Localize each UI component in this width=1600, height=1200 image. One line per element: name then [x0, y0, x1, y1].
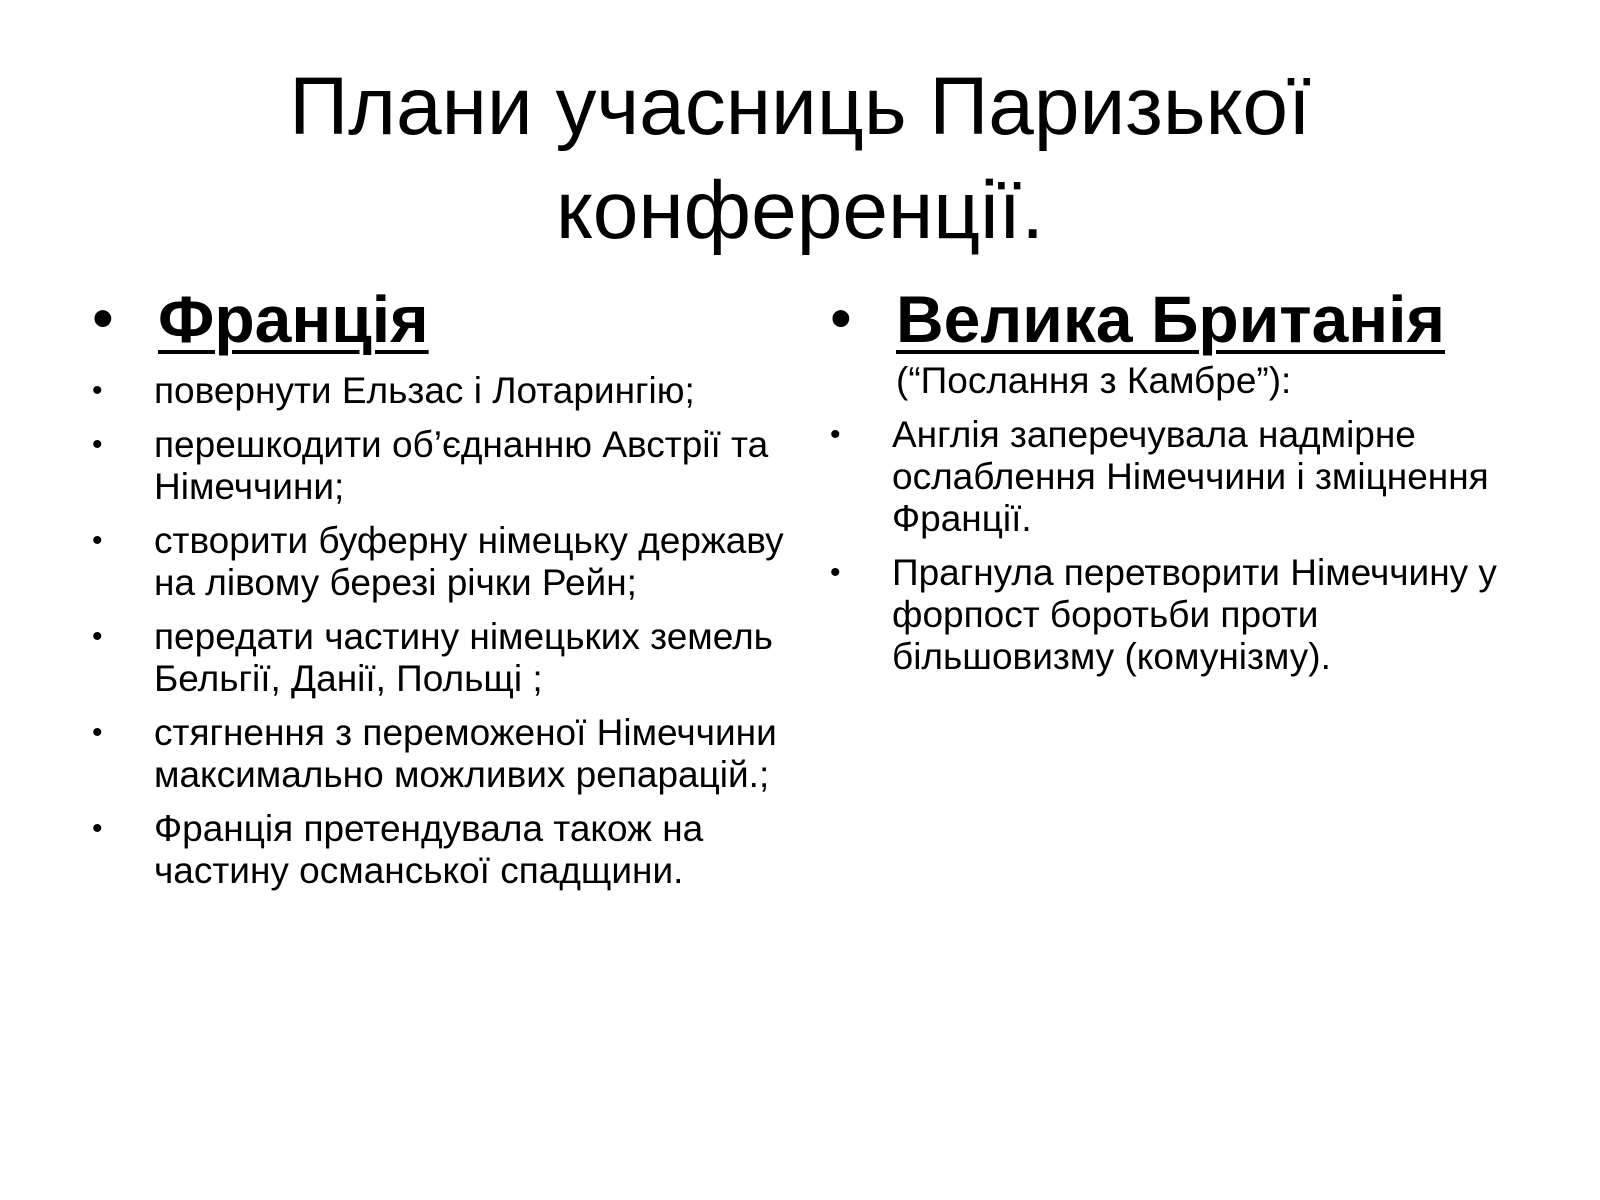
list-item: [92, 808, 792, 892]
list-item-text: передати частину німецьких земель Бельгії, Данії, Польщі ;: [154, 616, 773, 699]
bullet-icon: •: [92, 524, 103, 557]
list-item-text: Франція претендувала також на частину османської спадщини.: [154, 808, 704, 891]
bullet-icon: •: [92, 374, 103, 407]
bullet-icon: •: [830, 418, 841, 451]
britain-subheading: (“Послання з Камбре”):: [896, 360, 1292, 401]
list-item-text: Прагнула перетворити Німеччину у форпост боротьби проти більшовизму (комунізму).: [892, 552, 1497, 677]
list-item: [92, 370, 792, 412]
slide-title: [200, 55, 1400, 263]
britain-heading: Велика Британія: [896, 282, 1446, 356]
bullet-icon: •: [830, 556, 841, 589]
britain-column: [830, 280, 1550, 678]
france-column: [92, 280, 792, 892]
list-item: [92, 616, 792, 700]
britain-heading-row: [830, 280, 1550, 402]
list-item-text: створити буферну німецьку державу на лівому березі річки Рейн;: [154, 520, 784, 603]
title-line-2: конференції.: [556, 165, 1044, 256]
list-item: [92, 712, 792, 796]
bullet-icon: •: [92, 284, 114, 353]
list-item: [92, 424, 792, 508]
britain-list: [830, 414, 1550, 678]
list-item-text: Англія заперечувала надмірне ослаблення Німеччини і зміцнення Франції.: [892, 414, 1489, 539]
title-line-1: Плани учасниць Паризької: [289, 61, 1311, 152]
list-item-text: перешкодити об’єднанню Австрії та Німеччини;: [154, 424, 769, 507]
bullet-icon: •: [92, 716, 103, 749]
france-heading: Франція: [158, 282, 429, 356]
list-item: [830, 552, 1550, 678]
bullet-icon: •: [92, 812, 103, 845]
bullet-icon: •: [92, 428, 103, 461]
bullet-icon: •: [92, 620, 103, 653]
list-item-text: повернути Ельзас і Лотарингію;: [154, 370, 695, 411]
list-item: [830, 414, 1550, 540]
france-heading-row: [92, 280, 792, 358]
bullet-icon: •: [830, 284, 852, 353]
france-list: [92, 370, 792, 892]
list-item-text: стягнення з переможеної Німеччини максимально можливих репарацій.;: [154, 712, 777, 795]
list-item: [92, 520, 792, 604]
